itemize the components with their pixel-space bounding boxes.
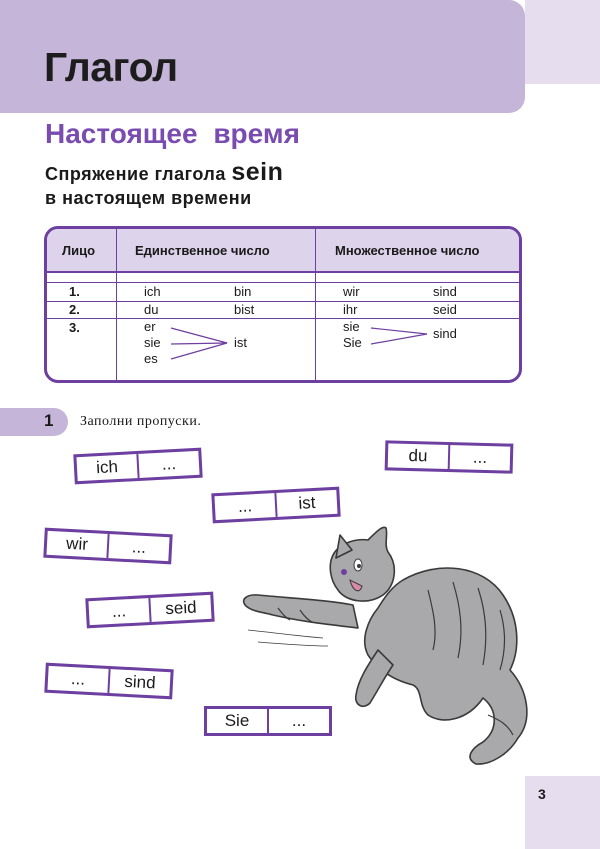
- table-heading-verb: sein: [231, 158, 284, 186]
- card-right: seid: [148, 595, 211, 622]
- row-2-sg-pronoun: du: [144, 302, 159, 317]
- row-3-sg-pronoun: er: [144, 319, 156, 334]
- word-card[interactable]: [211, 487, 340, 524]
- card-left: wir: [65, 533, 89, 554]
- row-1-sg-verb: bin: [234, 284, 252, 299]
- row-2-pl-verb: seid: [433, 302, 457, 317]
- card-right: sind: [107, 669, 170, 696]
- conjugation-table: [44, 226, 522, 383]
- card-right: ...: [106, 534, 169, 561]
- row-2-sg-verb: bist: [234, 302, 255, 317]
- exercise-tab: [0, 408, 68, 436]
- card-left: ...: [111, 601, 127, 621]
- card-left: du: [408, 445, 428, 466]
- exercise-instruction: Заполни пропуски.: [80, 414, 202, 429]
- row-1-person: 1.: [69, 284, 80, 299]
- page-corner-tab: [525, 776, 600, 849]
- card-right: ist: [274, 490, 337, 517]
- exercise-number: 1: [44, 411, 54, 430]
- row-3-sg-verb: ist: [234, 335, 247, 350]
- word-card[interactable]: [43, 528, 172, 565]
- row-3-sg-pronoun: sie: [144, 335, 161, 350]
- table-heading-prefix: Спряжение глагола: [45, 164, 232, 184]
- page-number: 3: [538, 786, 546, 802]
- page-title: Глагол: [44, 44, 178, 90]
- header-corner-tab: [525, 0, 600, 84]
- header-singular: Единственное число: [135, 243, 270, 258]
- card-right: ...: [267, 709, 329, 733]
- card-right: ...: [448, 445, 511, 471]
- header-person: Лицо: [62, 243, 96, 258]
- card-left: ...: [70, 669, 86, 689]
- row-1-pl-verb: sind: [433, 284, 457, 299]
- card-right: ...: [136, 451, 199, 478]
- row-2-person: 2.: [69, 302, 80, 317]
- convergence-arrows: [47, 229, 522, 383]
- word-card[interactable]: [44, 663, 173, 700]
- row-3-sg-pronoun: es: [144, 351, 158, 366]
- row-2-pl-pronoun: ihr: [343, 302, 358, 317]
- card-left: ...: [237, 496, 253, 516]
- table-heading: [45, 160, 283, 210]
- word-card[interactable]: [385, 440, 514, 473]
- row-3-pl-verb: sind: [433, 326, 457, 341]
- row-3-person: 3.: [69, 320, 80, 335]
- card-left: ich: [95, 457, 119, 478]
- header-plural: Множественное число: [335, 243, 480, 258]
- table-heading-line2: в настоящем времени: [45, 188, 252, 208]
- word-card[interactable]: [73, 448, 202, 485]
- card-left: Sie: [224, 711, 250, 730]
- row-1-sg-pronoun: ich: [144, 284, 161, 299]
- row-3-pl-pronoun: sie: [343, 319, 360, 334]
- row-3-pl-pronoun: Sie: [343, 335, 362, 350]
- section-subtitle: Настоящее время: [45, 118, 300, 149]
- cat-illustration: [228, 520, 533, 775]
- word-card[interactable]: [85, 592, 214, 629]
- row-1-pl-pronoun: wir: [343, 284, 360, 299]
